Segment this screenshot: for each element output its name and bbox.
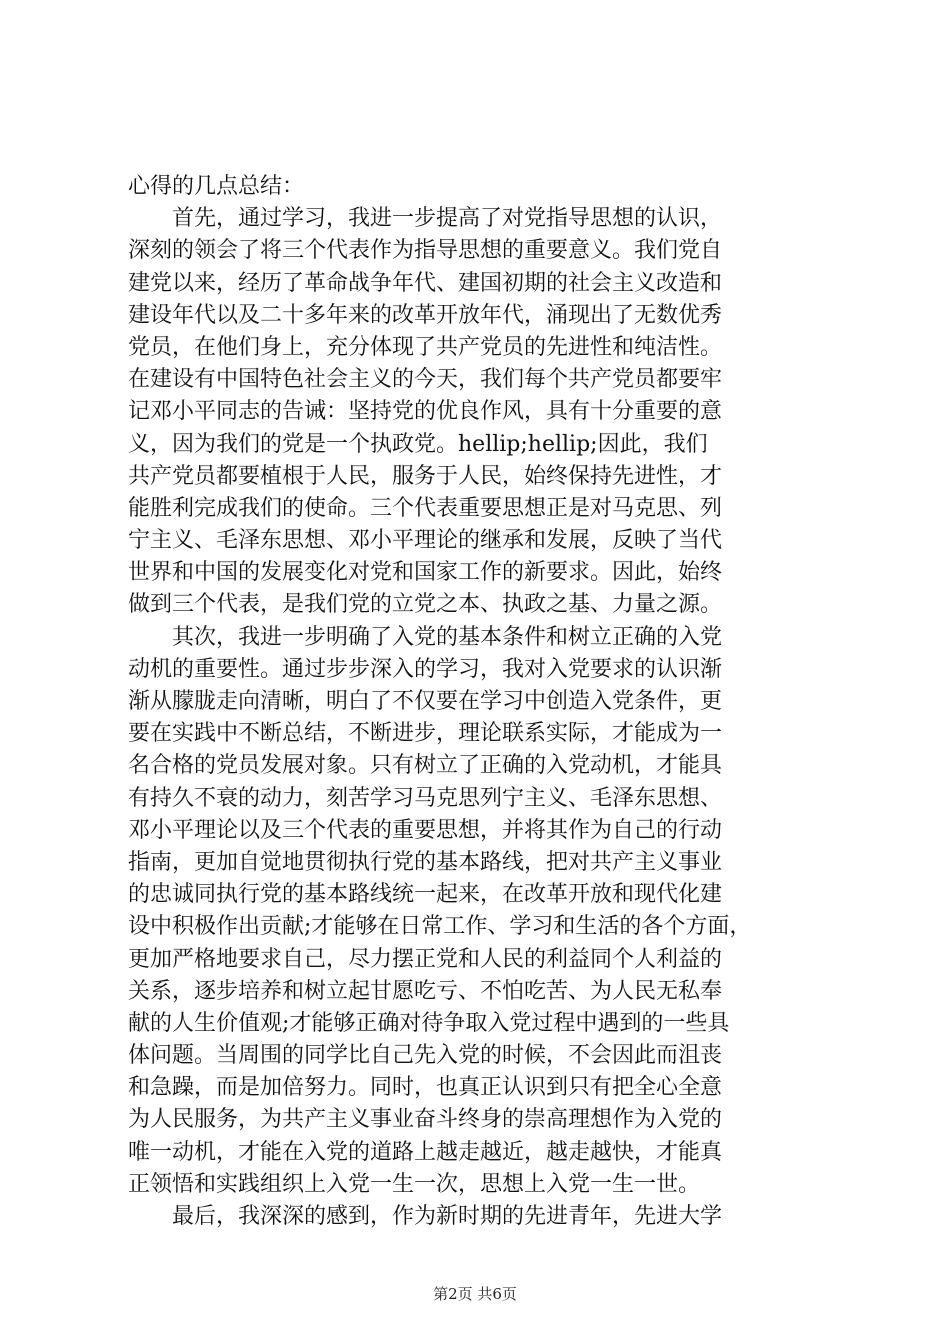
text-line: 深刻的领会了将三个代表作为指导思想的重要意义。我们党自 [128, 238, 723, 264]
text-line: 献的人生价值观;才能够正确对待争取入党过程中遇到的一些具 [128, 1010, 730, 1036]
text-line: 渐从朦胧走向清晰，明白了不仅要在学习中创造入党条件，更 [128, 689, 723, 714]
text-line: 设中积极作出贡献;才能够在日常工作、学习和生活的各个方面， [128, 914, 752, 940]
text-line: 党员，在他们身上，充分体现了共产党员的先进性和纯洁性。 [128, 334, 723, 360]
text-line: 首先，通过学习，我进一步提高了对党指导思想的认识， [128, 206, 723, 232]
text-line: 共产党员都要植根于人民，服务于人民，始终保持先进性，才 [128, 463, 723, 489]
text-line: 动机的重要性。通过步步深入的学习，我对入党要求的认识渐 [128, 656, 723, 682]
text-line: 宁主义、毛泽东思想、邓小平理论的继承和发展，反映了当代 [128, 528, 723, 554]
text-line: 建设年代以及二十多年来的改革开放年代，涌现出了无数优秀 [128, 302, 723, 328]
text-line: 最后，我深深的感到，作为新时期的先进青年，先进大学 [128, 1204, 723, 1229]
text-line: 邓小平理论以及三个代表的重要思想，并将其作为自己的行动 [128, 817, 723, 843]
text-line: 心得的几点总结： [128, 174, 305, 199]
body-text [128, 171, 840, 1233]
text-line: 记邓小平同志的告诫：坚持党的优良作风，具有十分重要的意 [128, 399, 723, 425]
text-line: 体问题。当周围的同学比自己先入党的时候，不会因此而沮丧 [128, 1043, 723, 1069]
text-line: 世界和中国的发展变化对党和国家工作的新要求。因此，始终 [128, 560, 723, 586]
page-footer: 第2页 共6页 [433, 1285, 517, 1303]
text-line: 其次，我进一步明确了入党的基本条件和树立正确的入党 [128, 624, 723, 650]
text-line: 唯一动机，才能在入党的道路上越走越近，越走越快，才能真 [128, 1139, 723, 1165]
text-line: 建党以来，经历了革命战争年代、建国初期的社会主义改造和 [128, 270, 723, 296]
text-line: 要在实践中不断总结，不断进步，理论联系实际，才能成为一 [128, 721, 723, 747]
text-line: 在建设有中国特色社会主义的今天，我们每个共产党员都要牢 [128, 367, 723, 393]
text-line: 名合格的党员发展对象。只有树立了正确的入党动机，才能具 [128, 753, 723, 779]
text-line: 正领悟和实践组织上入党一生一次，思想上入党一生一世。 [128, 1171, 701, 1197]
text-line: 的忠诚同执行党的基本路线统一起来，在改革开放和现代化建 [128, 882, 723, 908]
text-line: 关系，逐步培养和树立起甘愿吃亏、不怕吃苦、为人民无私奉 [128, 978, 723, 1004]
text-line: 为人民服务，为共产主义事业奋斗终身的崇高理想作为入党的 [128, 1107, 723, 1133]
text-line: 义，因为我们的党是一个执政党。hellip;hellip;因此，我们 [128, 431, 708, 457]
text-line: 指南，更加自觉地贯彻执行党的基本路线，把对共产主义事业 [128, 849, 723, 875]
text-line: 能胜利完成我们的使命。三个代表重要思想正是对马克思、列 [128, 495, 723, 521]
text-line: 有持久不衰的动力，刻苦学习马克思列宁主义、毛泽东思想、 [128, 785, 723, 811]
text-line: 和急躁，而是加倍努力。同时，也真正认识到只有把全心全意 [128, 1075, 723, 1101]
text-line: 做到三个代表，是我们党的立党之本、执政之基、力量之源。 [128, 592, 723, 618]
text-line: 更加严格地要求自己，尽力摆正党和人民的利益同个人利益的 [128, 946, 723, 972]
